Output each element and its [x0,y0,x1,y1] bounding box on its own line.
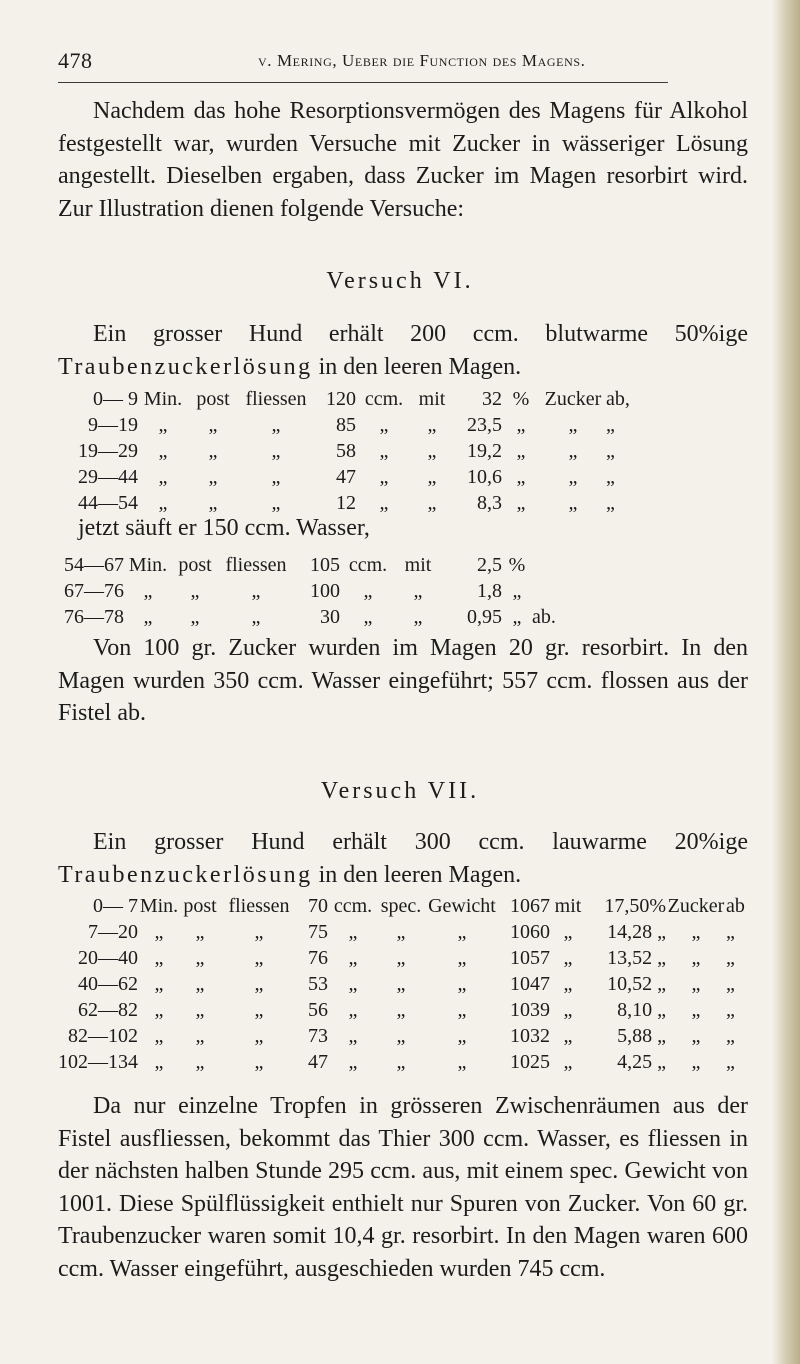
cell-w1: „ [195,1051,205,1073]
cell-time: 0— 9 [93,388,138,410]
cell-pu: „ [516,414,526,436]
cell-w2: „ [254,947,264,969]
cell-z: „ [568,492,578,514]
cell-cu: „ [379,466,389,488]
cell-ab: „ [606,414,615,436]
cell-pct: 32 [482,388,502,410]
cell-w1: „ [195,947,205,969]
cell-ccm: 105 [310,554,340,576]
cell-ab: „ [726,921,735,943]
cell-pct: 0,95 [467,606,502,628]
cell-pct: 10,6 [467,466,502,488]
cell-mit: „ [427,492,437,514]
cell-z: „ [568,466,578,488]
table-row [74,386,646,412]
cell-gew: „ [457,947,467,969]
table-row [58,945,756,971]
cell-gew: „ [457,921,467,943]
cell-pct: 4,25 „ [617,1051,666,1073]
cell-ab: „ [726,999,735,1021]
cell-w2: fliessen [245,388,307,410]
cell-mit: „ [563,1025,573,1047]
cell-w1: post [183,895,217,917]
cell-pu: „ [512,580,522,602]
cell-time: 62—82 [78,999,138,1021]
cell-val: 1025 [510,1051,550,1073]
cell-time: 54—67 [64,554,124,576]
cell-cu: ccm. [333,895,373,917]
cell-z: „ [691,1051,701,1073]
cell-time: 29—44 [78,466,138,488]
table-row [58,1049,756,1075]
cell-w2: „ [271,414,281,436]
cell-ab: „ [726,973,735,995]
cell-gew: „ [457,973,467,995]
table-row [58,893,756,919]
table-row [60,552,572,578]
cell-cu: ccm. [364,388,404,410]
cell-time: 44—54 [78,492,138,514]
cell-val: 1057 [510,947,550,969]
table-row [58,1023,756,1049]
cell-spec: „ [396,999,406,1021]
cell-time: 20—40 [78,947,138,969]
cell-spec: spec. [380,895,422,917]
running-head: v. Mering, Ueber die Function des Magens. [258,51,586,70]
cell-ccm: 70 [308,895,328,917]
cell-unit: „ [154,973,164,995]
cell-cu: „ [348,973,358,995]
cell-ccm: 47 [308,1051,328,1073]
cell-pct: 10,52 „ [607,973,666,995]
table-row [58,919,756,945]
cell-ccm: 73 [308,1025,328,1047]
cell-cu: „ [348,1051,358,1073]
cell-unit: „ [154,1051,164,1073]
cell-w1: „ [195,973,205,995]
cell-ab [532,578,572,604]
cell-pu: % [512,388,530,410]
cell-z: „ [691,1025,701,1047]
table-row [60,604,572,630]
cell-z: „ [691,999,701,1021]
cell-ab [532,552,572,578]
cell-val: 1032 [510,1025,550,1047]
cell-w2: „ [271,466,281,488]
versuch-6-result: Von 100 gr. Zucker wurden im Magen 20 gr. resorbirt. In den Magen wurden 350 ccm. Wasser eingeführt; 557 ccm. flossen aus der Fistel ab. [58,635,748,726]
cell-ccm: 30 [320,606,340,628]
table-row [60,578,572,604]
cell-cu: „ [379,440,389,462]
cell-w1: „ [208,466,218,488]
cell-cu: „ [348,1025,358,1047]
cell-time: 9—19 [88,414,138,436]
cell-ccm: 76 [308,947,328,969]
cell-pu: „ [516,466,526,488]
table-row [74,464,646,490]
cell-spec: „ [396,973,406,995]
cell-mit: mit [404,554,432,576]
cell-mit: „ [563,999,573,1021]
cell-time: 19—29 [78,440,138,462]
cell-gew: Gewicht [428,895,496,917]
cell-pct: 8,3 [477,492,502,514]
versuch-6-intro: Ein grosser Hund erhält 200 ccm. blutwarme 50%ige Traubenzuckerlösung in den leeren Magen. [58,321,748,380]
cell-unit: „ [143,580,153,602]
cell-pct: 14,28 „ [607,921,666,943]
cell-ab: „ [726,947,735,969]
cell-ccm: 85 [336,414,356,436]
cell-unit: „ [154,921,164,943]
cell-unit: Min. [139,895,179,917]
cell-spec: „ [396,921,406,943]
cell-ccm: 58 [336,440,356,462]
cell-w1: post [196,388,230,410]
cell-w1: „ [190,606,200,628]
cell-w2: fliessen [228,895,290,917]
cell-cu: „ [379,492,389,514]
cell-mit: „ [563,947,573,969]
cell-w1: „ [208,492,218,514]
cell-mit: „ [413,606,423,628]
cell-ccm: 53 [308,973,328,995]
cell-time: 76—78 [64,606,124,628]
cell-gew: „ [457,1025,467,1047]
versuch-6-table-b [60,552,572,630]
cell-ccm: 120 [326,388,356,410]
table-row [58,997,756,1023]
header-rule [58,82,668,83]
cell-val: 1067 [510,895,550,917]
versuch-7-table [58,893,756,1075]
cell-w2: „ [254,921,264,943]
cell-z: Zucker [544,388,602,410]
cell-ab: „ [606,492,615,514]
cell-ccm: 56 [308,999,328,1021]
cell-spec: „ [396,1025,406,1047]
cell-w2: „ [254,999,264,1021]
cell-cu: ccm. [348,554,388,576]
cell-unit: „ [154,947,164,969]
cell-w1: „ [195,921,205,943]
cell-pu: % [508,554,526,576]
cell-unit: „ [154,1025,164,1047]
cell-pct: 13,52 „ [607,947,666,969]
versuch-7-intro: Ein grosser Hund erhält 300 ccm. lauwarme 20%ige Traubenzuckerlösung in den leeren Magen. [58,829,748,888]
versuch-6-jetzt-line: jetzt säuft er 150 ccm. Wasser, [78,515,370,541]
cell-ccm: 75 [308,921,328,943]
cell-ab: ab [726,895,745,917]
cell-spec: „ [396,947,406,969]
cell-w2: „ [271,492,281,514]
cell-ccm: 12 [336,492,356,514]
cell-pct: 8,10 „ [617,999,666,1021]
cell-z: Zucker [667,895,725,917]
cell-pu: „ [516,440,526,462]
cell-unit: Min. [143,388,183,410]
cell-cu: „ [348,999,358,1021]
cell-time: 67—76 [64,580,124,602]
cell-pu: „ [516,492,526,514]
versuch-6-heading: Versuch VI. [326,268,474,294]
versuch-6-table-a [74,386,646,516]
page-number: 478 [58,48,93,73]
table-row [74,438,646,464]
cell-mit: „ [427,440,437,462]
cell-ab: ab. [532,606,556,628]
cell-time: 102—134 [58,1051,138,1073]
cell-z: „ [691,921,701,943]
table-row [74,412,646,438]
cell-w2: „ [254,1051,264,1073]
cell-unit: Min. [128,554,168,576]
cell-w2: „ [254,973,264,995]
cell-time: 40—62 [78,973,138,995]
cell-unit: „ [158,466,168,488]
cell-w2: „ [251,606,261,628]
cell-unit: „ [158,414,168,436]
cell-z: „ [691,947,701,969]
cell-w1: „ [195,999,205,1021]
cell-z: „ [568,414,578,436]
cell-mit: „ [563,973,573,995]
cell-cu: „ [363,580,373,602]
cell-gew: „ [457,1051,467,1073]
cell-mit: mit [418,388,446,410]
cell-gew: „ [457,999,467,1021]
cell-spec: „ [396,1051,406,1073]
cell-cu: „ [379,414,389,436]
cell-ab: „ [726,1051,735,1073]
cell-time: 82—102 [68,1025,138,1047]
cell-pct: 19,2 [467,440,502,462]
cell-z: „ [691,973,701,995]
cell-mit: „ [413,580,423,602]
cell-cu: „ [348,947,358,969]
cell-w1: „ [190,580,200,602]
cell-z: „ [568,440,578,462]
cell-pct: 2,5 [477,554,502,576]
page-edge-shadow [772,0,800,1364]
cell-ccm: 100 [310,580,340,602]
cell-mit: mit [554,895,582,917]
cell-time: 0— 7 [93,895,138,917]
cell-w1: „ [195,1025,205,1047]
cell-pct: 17,50% [604,895,666,917]
cell-mit: „ [563,921,573,943]
cell-unit: „ [158,492,168,514]
versuch-7-result: Da nur einzelne Tropfen in grösseren Zwischenräumen aus der Fistel ausfliessen, bekommt das Thier 300 ccm. Wasser, es fliessen in der nächsten halben Stunde 295 ccm. aus, mit einem spec. Gewicht von 1001. Diese Spülflüssigkeit enthielt nur Spuren von Zucker. Von 60 gr. Traubenzucker waren somit 10,4 gr. resorbirt. In den Magen waren 600 ccm. Wasser eingeführt, ausgeschieden wurden 745 ccm. [58,1093,748,1282]
table-row [74,490,646,516]
cell-ab: „ [606,466,615,488]
versuch-7-heading: Versuch VII. [320,778,480,804]
cell-w1: post [178,554,212,576]
cell-ab: „ [606,440,615,462]
cell-mit: „ [427,466,437,488]
page-header [58,48,738,90]
cell-ccm: 47 [336,466,356,488]
cell-w1: „ [208,414,218,436]
cell-w2: „ [254,1025,264,1047]
cell-pct: 1,8 [477,580,502,602]
cell-w2: „ [271,440,281,462]
cell-mit: „ [563,1051,573,1073]
cell-cu: „ [348,921,358,943]
cell-pct: 23,5 [467,414,502,436]
cell-unit: „ [143,606,153,628]
intro-paragraph: Nachdem das hohe Resorptionsvermögen des Magens für Alkohol festgestellt war, wurden Versuche mit Zucker in wässeriger Lösung angestellt. Dieselben ergaben, dass Zucker im Magen resorbirt wird. Zur Illustration dienen folgende Versuche: [58,98,748,222]
cell-unit: „ [158,440,168,462]
cell-ab: ab, [606,388,630,410]
cell-pu: „ [512,606,522,628]
cell-unit: „ [154,999,164,1021]
cell-cu: „ [363,606,373,628]
cell-time: 7—20 [88,921,138,943]
cell-w2: „ [251,580,261,602]
table-row [58,971,756,997]
cell-val: 1039 [510,999,550,1021]
cell-val: 1047 [510,973,550,995]
cell-pct: 5,88 „ [617,1025,666,1047]
cell-ab: „ [726,1025,735,1047]
cell-w1: „ [208,440,218,462]
cell-w2: fliessen [225,554,287,576]
cell-val: 1060 [510,921,550,943]
cell-mit: „ [427,414,437,436]
